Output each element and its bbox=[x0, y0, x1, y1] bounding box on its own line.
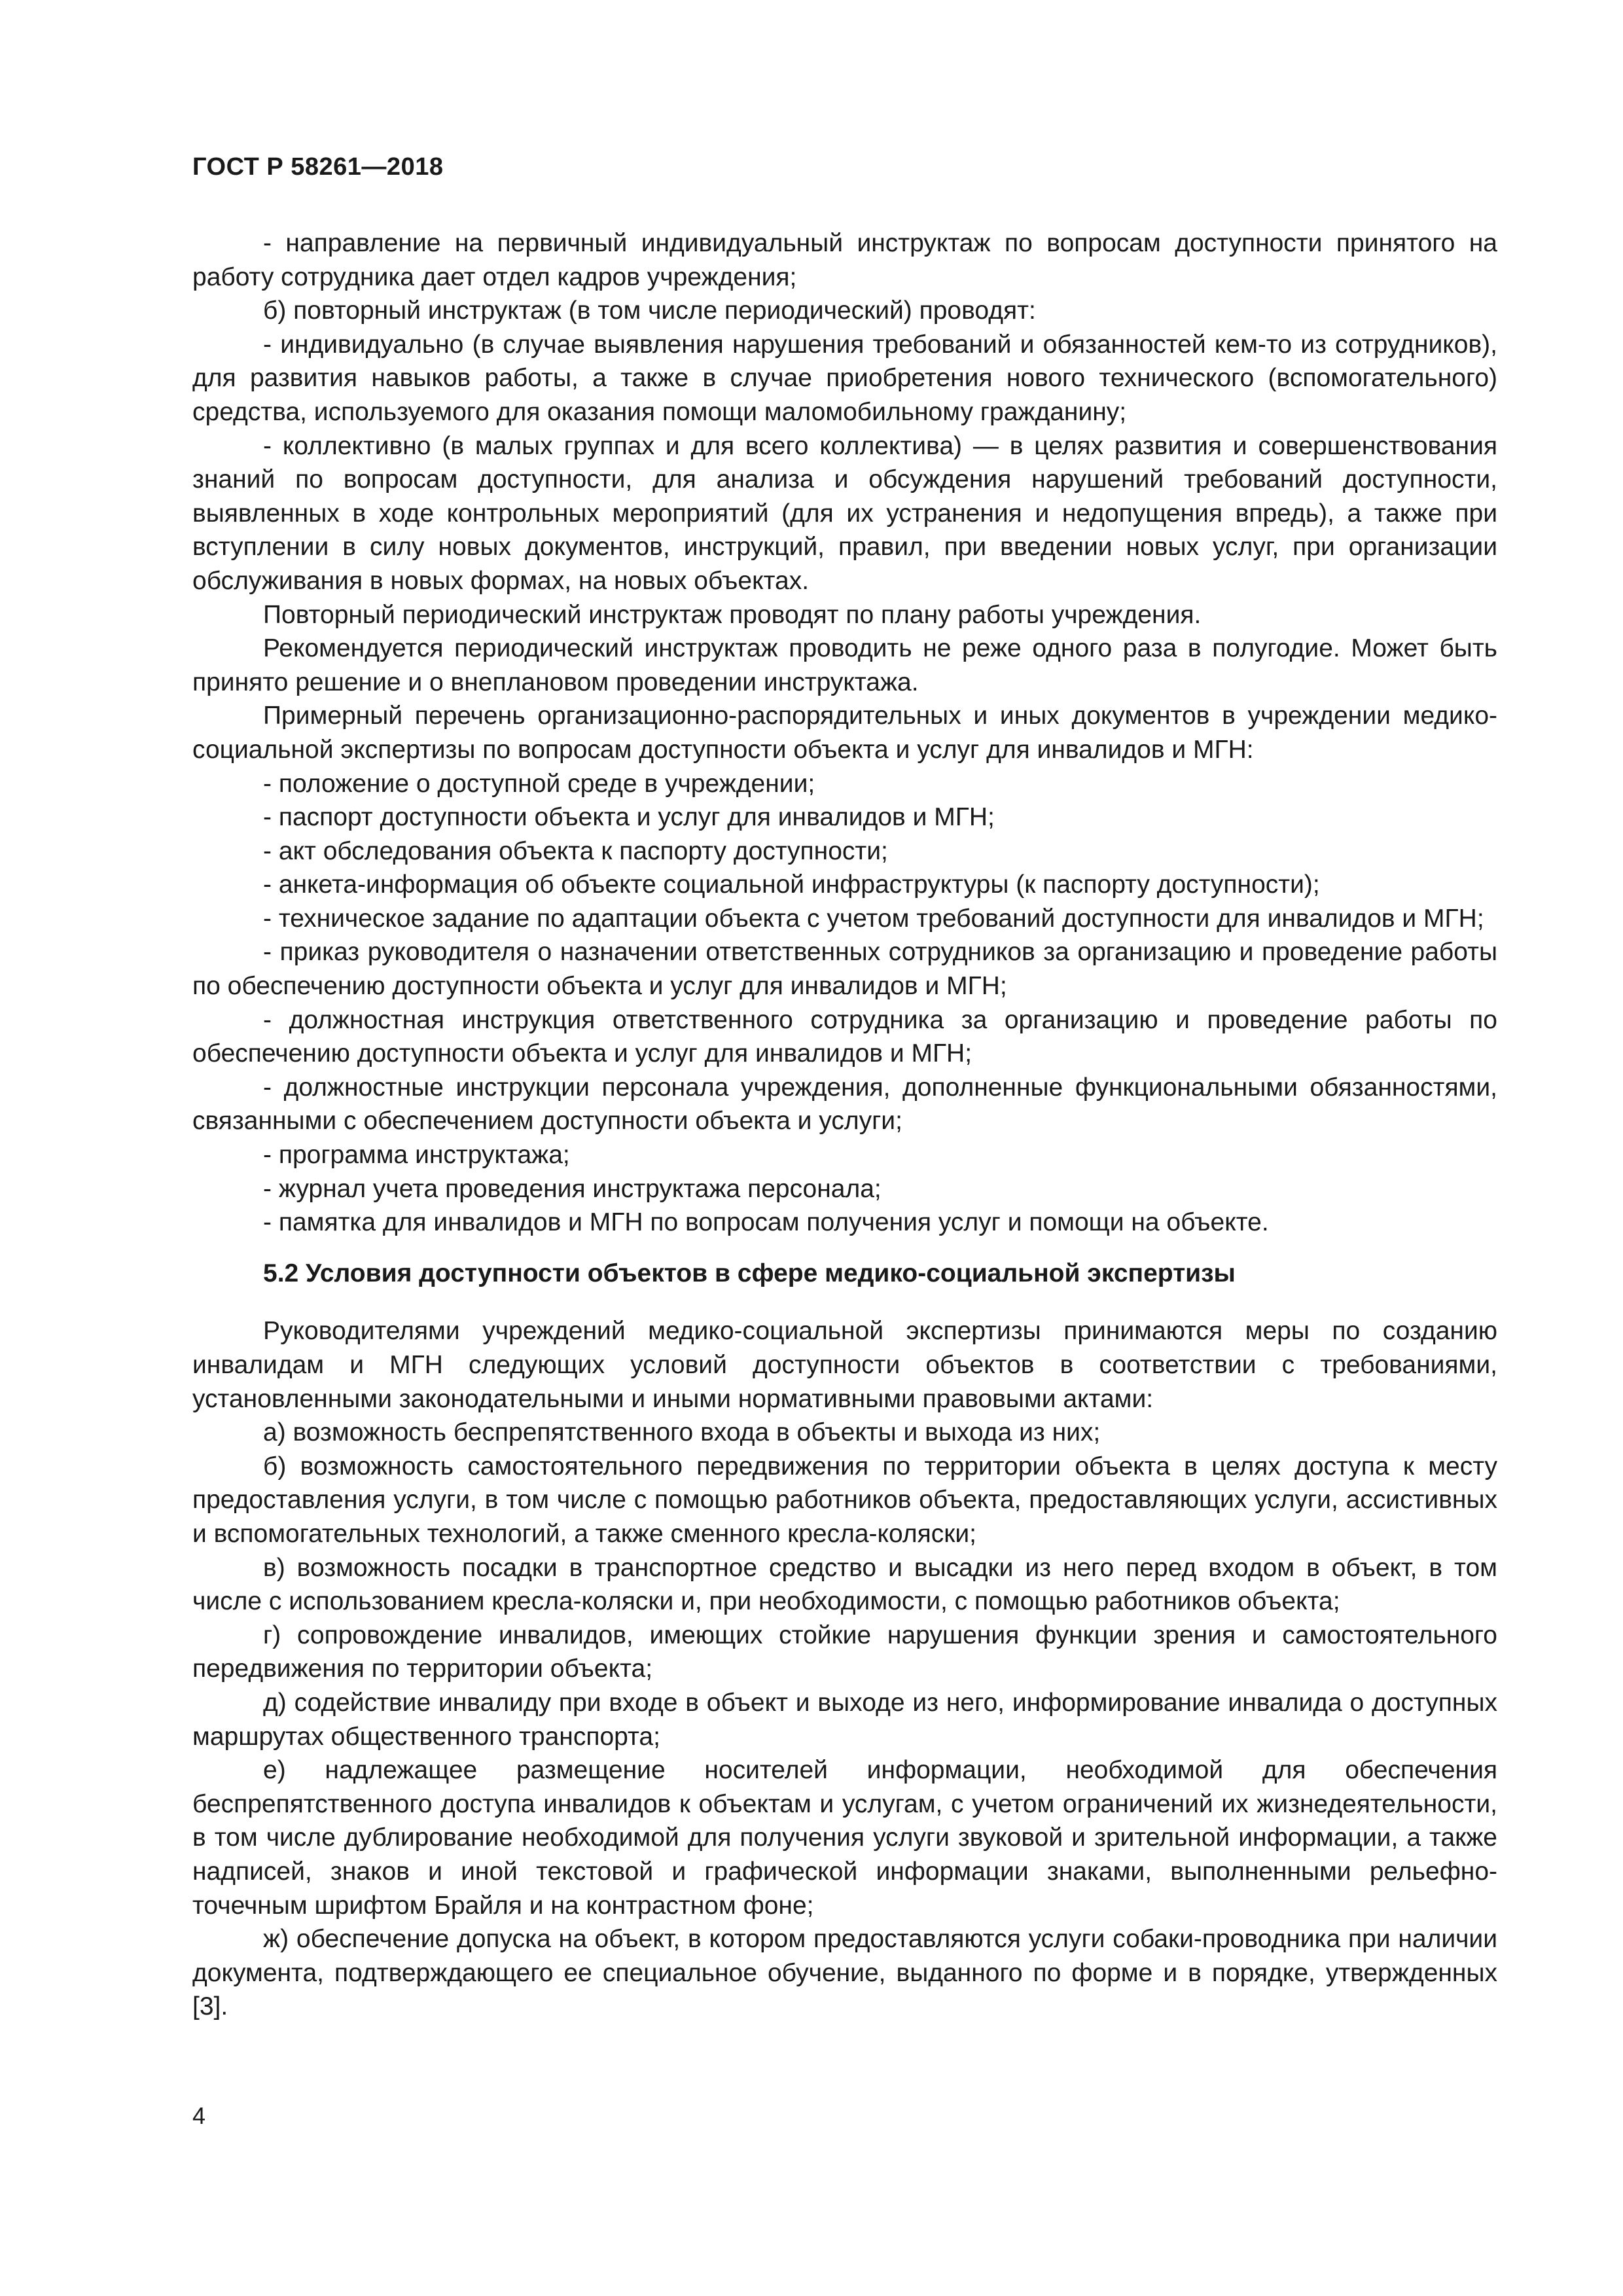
list-item: - памятка для инвалидов и МГН по вопросам получения услуг и помощи на объекте. bbox=[263, 1208, 1269, 1237]
list-item: а) возможность беспрепятственного входа в объекты и выхода из них; bbox=[263, 1418, 1101, 1447]
list-item: - журнал учета проведения инструктажа персонала; bbox=[263, 1174, 882, 1203]
list-item: - анкета-информация об объекте социальной инфраструктуры (к паспорту доступности); bbox=[263, 870, 1320, 899]
paragraph: - направление на первичный индивидуальный инструктаж по вопросам доступности принятого на работу сотрудника дает отдел кадров учреждения; bbox=[192, 229, 1497, 291]
page-number: 4 bbox=[192, 2102, 206, 2129]
list-item: в) возможность посадки в транспортное средство и высадки из него перед входом в объект, в том числе с использованием кресла-коляски и, при необходимости, с помощью работников объекта; bbox=[192, 1553, 1497, 1616]
list-item: - техническое задание по адаптации объекта с учетом требований доступности для инвалидов и МГН; bbox=[263, 904, 1484, 933]
paragraph: - коллективно (в малых группах и для всего коллектива) — в целях развития и совершенствования знаний по вопросам доступности, для анализа и обсуждения нарушений требований доступности, выявленных в ходе контрольных мероприятий (для их устранения и недопущения впредь), а также при вступлении в силу новых документов, инструкций, правил, при введении новых услуг, при организации обслуживания в новых формах, на новых объектах. bbox=[192, 431, 1497, 595]
list-item: - программа инструктажа; bbox=[263, 1141, 570, 1170]
list-item: б) возможность самостоятельного передвижения по территории объекта в целях доступа к месту предоставления услуги, в том числе с помощью работников объекта, предоставляющих услуги, ассистивных и вспомогательных технологий, а также сменного кресла-коляски; bbox=[192, 1452, 1497, 1548]
list-item: - должностная инструкция ответственного сотрудника за организацию и проведение работы по обеспечению доступности объекта и услуг для инвалидов и МГН; bbox=[192, 1005, 1497, 1068]
list-item: - акт обследования объекта к паспорту доступности; bbox=[263, 836, 888, 865]
list-item: г) сопровождение инвалидов, имеющих стойкие нарушения функции зрения и самостоятельного передвижения по территории объекта; bbox=[192, 1621, 1497, 1683]
list-item: е) надлежащее размещение носителей информации, необходимой для обеспечения беспрепятственного доступа инвалидов к объектам и услугам, с учетом ограничений их жизнедеятельности, в том числе дублирование необходимой для получения услуги звуковой и зрительной информации, а также надписей, знаков и иной текстовой и графической информации знаками, выполненными рельефно-точечным шрифтом Брайля и на контрастном фоне; bbox=[192, 1756, 1497, 1920]
list-item: - должностные инструкции персонала учреждения, дополненные функциональными обязанностями, связанными с обеспечением доступности объекта и услуги; bbox=[192, 1073, 1497, 1136]
paragraph: Примерный перечень организационно-распорядительных и иных документов в учреждении медико-социальной экспертизы по вопросам доступности объекта и услуг для инвалидов и МГН: bbox=[192, 702, 1497, 764]
list-item: - приказ руководителя о назначении ответственных сотрудников за организацию и проведение работы по обеспечению доступности объекта и услуг для инвалидов и МГН; bbox=[192, 938, 1497, 1001]
paragraph: - индивидуально (в случае выявления нарушения требований и обязанностей кем-то из сотрудников), для развития навыков работы, а также в случае приобретения нового технического (вспомогательного) средства, используемого для оказания помощи маломобильному гражданину; bbox=[192, 330, 1497, 426]
paragraph: Руководителями учреждений медико-социальной экспертизы принимаются меры по созданию инвалидам и МГН следующих условий доступности объектов в соответствии с требованиями, установленными законодательными и иными нормативными правовыми актами: bbox=[192, 1317, 1497, 1413]
document-header: ГОСТ Р 58261—2018 bbox=[192, 153, 444, 181]
list-item: д) содействие инвалиду при входе в объект и выходе из него, информирование инвалида о доступных маршрутах общественного транспорта; bbox=[192, 1688, 1497, 1751]
list-item: ж) обеспечение допуска на объект, в котором предоставляются услуги собаки-проводника при наличии документа, подтверждающего ее специальное обучение, выданного по форме и в порядке, утвержденных [3]. bbox=[192, 1925, 1497, 2021]
document-body bbox=[192, 226, 1497, 2024]
list-item: - паспорт доступности объекта и услуг для инвалидов и МГН; bbox=[263, 803, 995, 832]
list-item: - положение о доступной среде в учреждении; bbox=[263, 769, 815, 798]
section-title: 5.2 Условия доступности объектов в сфере медико-социальной экспертизы bbox=[263, 1259, 1236, 1287]
paragraph: б) повторный инструктаж (в том числе периодический) проводят: bbox=[263, 296, 1036, 325]
paragraph: Повторный периодический инструктаж проводят по плану работы учреждения. bbox=[263, 600, 1202, 629]
paragraph: Рекомендуется периодический инструктаж проводить не реже одного раза в полугодие. Может быть принято решение и о внеплановом проведении инструктажа. bbox=[192, 634, 1497, 696]
